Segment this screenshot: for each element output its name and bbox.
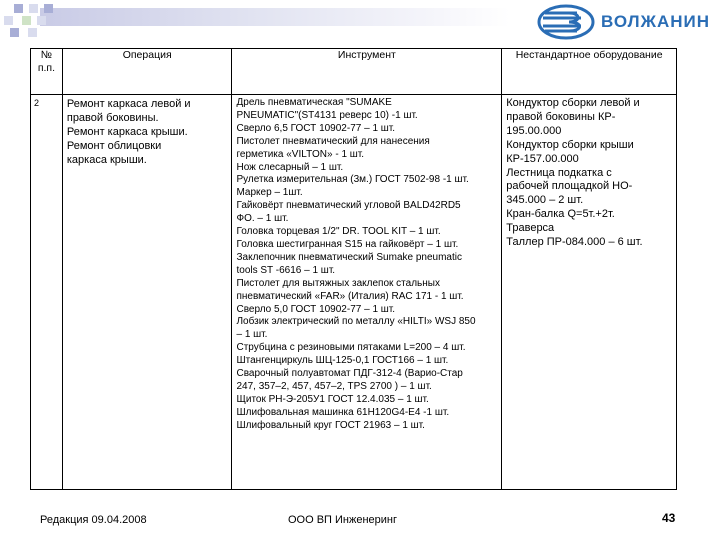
equipment-line: 345.000 – 2 шт. [506,194,584,207]
equipment-line: правой боковины КР- [506,110,616,123]
deco-square [29,4,38,13]
tool-line: Сверло 5,0 ГОСТ 10902-77 – 1 шт. [236,303,396,315]
tool-line: PNEUMATIC"(ST4131 реверс 10) -1 шт. [236,109,418,121]
operation-line: Ремонт облицовки [66,140,162,152]
header-equipment: Нестандартное оборудование [502,49,677,95]
tool-line: Сверло 6,5 ГОСТ 10902-77 – 1 шт. [236,122,396,134]
tool-line: Маркер – 1шт. [236,187,303,199]
operations-table [30,48,677,490]
equipment-line: Кран-балка Q=5т.+2т. [506,208,615,221]
header-gradient-band [40,8,510,26]
tool-line: Сварочный полуавтомат ПДГ-312-4 (Варио-Стар [236,368,463,380]
footer-revision: Редакция 09.04.2008 [40,514,147,526]
equipment-line: КР-157.00.000 [506,152,579,165]
tool-line: Шлифовальная машинка 61Н120G4-E4 -1 шт. [236,406,450,418]
page-number: 43 [662,511,676,525]
tool-line: Щиток РН-Э-205У1 ГОСТ 12.4.035 – 1 шт. [236,393,429,405]
tool-line: Лобзик электрический по металлу «HILTI» WSJ 850 [236,316,476,328]
tool-line: Пистолет для вытяжных заклепок стальных [236,277,440,289]
tool-line: герметика «VILTON» - 1 шт. [236,148,365,160]
tool-line: ФО. – 1 шт. [236,213,289,225]
volzhanin-logo-icon [537,4,595,40]
tool-line: Дрель пневматическая "SUMAKE [236,97,392,108]
row-equipment [502,95,677,490]
table-header-row [31,49,677,95]
company-logo [537,2,710,42]
row-operation [62,95,232,490]
tool-line: Штангенциркуль ШЦ-125-0,1 ГОСТ166 – 1 шт. [236,355,449,367]
deco-square [14,4,23,13]
equipment-line: Таллер ПР-084.000 – 6 шт. [506,236,643,249]
header-number: № п.п. [31,49,63,95]
footer-organization: ООО ВП Инженеринг [288,514,398,526]
header-tool: Инструмент [232,49,502,95]
operation-line: каркаса крыши. [66,154,147,166]
tool-line: Струбцина с резиновыми пятаками L=200 – 4 шт. [236,342,466,354]
tool-line: Нож слесарный – 1 шт. [236,161,344,173]
logo-text: ВОЛЖАНИН [601,12,710,31]
tool-line: 247, 357–2, 457, 457–2, TPS 2700 ) – 1 шт. [236,380,432,392]
deco-square [44,4,53,13]
operation-line: Ремонт каркаса левой и [66,98,191,110]
tool-line: tools ST -6616 – 1 шт. [236,264,336,276]
deco-square [28,28,37,37]
tool-line: Рулетка измерительная (3м.) ГОСТ 7502-98 -1 шт. [236,174,469,186]
tool-line: – 1 шт. [236,329,268,341]
deco-square [37,16,46,25]
equipment-line: рабочей площадкой НО- [506,180,633,193]
equipment-line: Кондуктор сборки левой и [506,97,640,109]
deco-square [22,16,31,25]
tool-line: пневматический «FAR» (Италия) RAC 171 - 1 шт. [236,290,464,302]
equipment-line: 195.00.000 [506,124,562,137]
operation-line: правой боковины. [66,112,159,124]
tool-line: Заклепочник пневматический Sumake pneumatic [236,251,462,263]
equipment-line: Лестница подкатка с [506,166,612,179]
row-tools [232,95,502,490]
decorative-square-grid [0,0,60,44]
deco-square [4,16,13,25]
tool-line: Шлифовальный круг ГОСТ 21963 – 1 шт. [236,419,425,431]
operation-line: Ремонт каркаса крыши. [66,126,188,138]
row-number: 2 [31,95,63,490]
deco-square [10,28,19,37]
tool-line: Гайковёрт пневматический угловой BALD42RD5 [236,200,461,212]
equipment-line: Траверса [506,222,555,235]
table-row [31,95,677,490]
tool-line: Головка торцевая 1/2" DR. TOOL KIT – 1 шт. [236,226,441,238]
tool-line: Пистолет пневматический для нанесения [236,135,430,147]
tool-line: Головка шестигранная S15 на гайковёрт – 1 шт. [236,238,459,250]
header-operation: Операция [62,49,232,95]
equipment-line: Кондуктор сборки крыши [506,138,634,151]
